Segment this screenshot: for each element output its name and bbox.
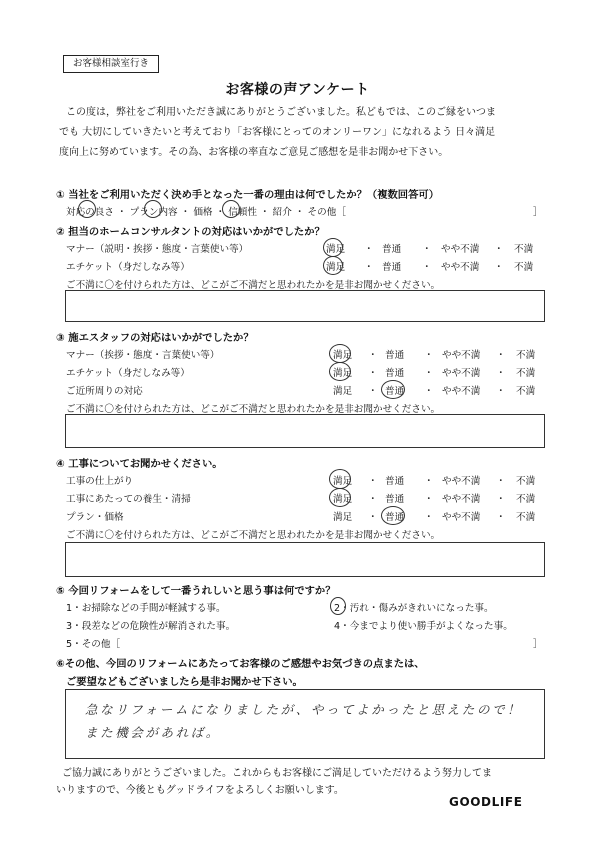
q6-handwritten-answer-line-1: 急なリフォームになりましたが、やってよかったと思えたので！ bbox=[85, 702, 523, 717]
q3-comment-box[interactable] bbox=[65, 414, 545, 448]
rating-satisfied[interactable]: 満足 bbox=[333, 512, 353, 523]
rating-satisfied[interactable]: 満足 bbox=[333, 350, 353, 361]
rating-normal[interactable]: 普通 bbox=[382, 262, 402, 273]
q3-selected-mark bbox=[381, 380, 405, 399]
q5-option-5[interactable]: 5・その他［ bbox=[66, 639, 121, 650]
q2-complaint-prompt: ご不満に〇を付けられた方は、どこがご不満だと思われたかを是非お聞かせください。 bbox=[66, 280, 441, 291]
q3-question: ③ 施エスタッフの対応はいかがでしたか？ bbox=[56, 332, 254, 344]
q1-circle-mark bbox=[144, 200, 162, 218]
q1-circle-mark bbox=[78, 200, 96, 218]
q1-circle-mark bbox=[222, 200, 240, 218]
rating-satisfied[interactable]: 満足 bbox=[333, 368, 353, 379]
q4-question: ④ 工事についてお聞かせください。 bbox=[56, 458, 223, 470]
footer-line-1: ご協力誠にありがとうございました。これからもお客様にご満足していただけるよう努力してま bbox=[62, 768, 492, 779]
q5-close-bracket: ］ bbox=[533, 639, 543, 650]
q4-complaint-prompt: ご不満に〇を付けられた方は、どこがご不満だと思われたかを是非お聞かせください。 bbox=[66, 530, 441, 541]
rating-dissatisfied[interactable]: 不満 bbox=[516, 350, 536, 361]
q3-item-label: エチケット（身だしなみ等） bbox=[66, 368, 190, 379]
rating-somewhat-dissatisfied[interactable]: やや不満 bbox=[442, 476, 481, 487]
q4-comment-box[interactable] bbox=[65, 542, 545, 577]
q3-item-label: マナー（挨拶・態度・言葉使い等） bbox=[66, 350, 220, 361]
rating-normal[interactable]: 普通 bbox=[382, 244, 402, 255]
rating-somewhat-dissatisfied[interactable]: やや不満 bbox=[442, 368, 481, 379]
rating-dissatisfied[interactable]: 不満 bbox=[514, 262, 534, 273]
q4-item-label: 工事の仕上がり bbox=[66, 476, 134, 487]
q6-question-line-1: ⑥その他、今回のリフォームにあたってお客様のご感想やお気づきの点または、 bbox=[56, 658, 425, 670]
q6-handwritten-answer-line-2: また機会があれば。 bbox=[85, 725, 221, 740]
q2-selected-mark bbox=[323, 256, 346, 275]
q5-selected-mark bbox=[330, 597, 346, 615]
q5-option-4[interactable]: 4・今までより使い勝手がよくなった事。 bbox=[334, 621, 513, 632]
rating-somewhat-dissatisfied[interactable]: やや不満 bbox=[442, 350, 481, 361]
intro-line-3: 度向上に努めています。その為、お客様の率直なご意見ご感想を是非お聞かせ下さい。 bbox=[59, 147, 449, 158]
q4-item-label: プラン・価格 bbox=[66, 512, 124, 523]
rating-somewhat-dissatisfied[interactable]: やや不満 bbox=[442, 494, 481, 505]
goodlife-logo: GOODLIFE bbox=[449, 795, 523, 809]
q2-question: ② 担当のホームコンサルタントの対応はいかがでしたか？ bbox=[56, 226, 325, 238]
rating-satisfied[interactable]: 満足 bbox=[333, 476, 353, 487]
rating-somewhat-dissatisfied[interactable]: やや不満 bbox=[442, 386, 481, 397]
rating-satisfied[interactable]: 満足 bbox=[326, 262, 346, 273]
q5-question: ⑤ 今回リフォームをして一番うれしいと思う事は何ですか？ bbox=[56, 585, 336, 597]
rating-normal[interactable]: 普通 bbox=[385, 350, 405, 361]
q2-item-label: マナー（説明・挨拶・態度・言葉使い等） bbox=[66, 244, 249, 255]
rating-satisfied[interactable]: 満足 bbox=[333, 386, 353, 397]
rating-satisfied[interactable]: 満足 bbox=[333, 494, 353, 505]
rating-somewhat-dissatisfied[interactable]: やや不満 bbox=[441, 262, 480, 273]
q5-option-1[interactable]: 1・お掃除などの手間が軽減する事。 bbox=[66, 603, 226, 614]
q5-option-2[interactable]: 2・汚れ・傷みがきれいになった事。 bbox=[334, 603, 494, 614]
q4-item-label: 工事にあたっての養生・清掃 bbox=[66, 494, 191, 505]
q3-selected-mark bbox=[329, 362, 351, 381]
rating-dissatisfied[interactable]: 不満 bbox=[516, 494, 536, 505]
rating-dissatisfied[interactable]: 不満 bbox=[516, 386, 536, 397]
rating-normal[interactable]: 普通 bbox=[385, 386, 405, 397]
rating-dissatisfied[interactable]: 不満 bbox=[516, 512, 536, 523]
q5-option-3[interactable]: 3・段差などの危険性が解消された事。 bbox=[66, 621, 236, 632]
q3-complaint-prompt: ご不満に〇を付けられた方は、どこがご不満だと思われたかを是非お聞かせください。 bbox=[66, 404, 441, 415]
q2-item-label: エチケット（身だしなみ等） bbox=[66, 262, 190, 273]
q4-selected-mark bbox=[381, 506, 405, 525]
q3-item-label: ご近所周りの対応 bbox=[66, 386, 143, 397]
q3-selected-mark bbox=[329, 344, 351, 363]
q4-selected-mark bbox=[329, 469, 351, 489]
rating-normal[interactable]: 普通 bbox=[385, 368, 405, 379]
q1-options: 対応の良さ ・ プラン内容 ・ 価格 ・ 信頼性 ・ 紹介 ・ その他［ bbox=[66, 207, 346, 218]
rating-dissatisfied[interactable]: 不満 bbox=[516, 476, 536, 487]
rating-dissatisfied[interactable]: 不満 bbox=[514, 244, 534, 255]
q1-close-bracket: ］ bbox=[533, 207, 543, 218]
q1-question: ① 当社をご利用いただく決め手となった一番の理由は何でしたか？（複数回答可） bbox=[56, 189, 439, 201]
q2-comment-box[interactable] bbox=[65, 290, 545, 322]
q6-question-line-2: ご要望などもございましたら是非お聞かせ下さい。 bbox=[66, 676, 303, 688]
rating-normal[interactable]: 普通 bbox=[385, 494, 405, 505]
rating-satisfied[interactable]: 満足 bbox=[326, 244, 346, 255]
q4-selected-mark bbox=[329, 488, 351, 507]
rating-dissatisfied[interactable]: 不満 bbox=[516, 368, 536, 379]
rating-normal[interactable]: 普通 bbox=[385, 512, 405, 523]
intro-line-1: この度は，弊社をご利用いただき誠にありがとうございました。私どもでは、このご縁をいつま bbox=[66, 107, 496, 118]
rating-normal[interactable]: 普通 bbox=[385, 476, 405, 487]
rating-somewhat-dissatisfied[interactable]: やや不満 bbox=[441, 244, 480, 255]
page-title: お客様の声アンケート bbox=[225, 82, 370, 98]
destination-label: お客様相談室行き bbox=[63, 55, 159, 73]
intro-line-2: でも 大切にしていきたいと考えており「お客様にとってのオンリーワン」になれるよう 日々満足 bbox=[59, 127, 496, 138]
footer-line-2: いりますので、今後ともグッドライフをよろしくお願いします。 bbox=[56, 785, 344, 796]
rating-somewhat-dissatisfied[interactable]: やや不満 bbox=[442, 512, 481, 523]
q2-selected-mark bbox=[323, 238, 346, 257]
